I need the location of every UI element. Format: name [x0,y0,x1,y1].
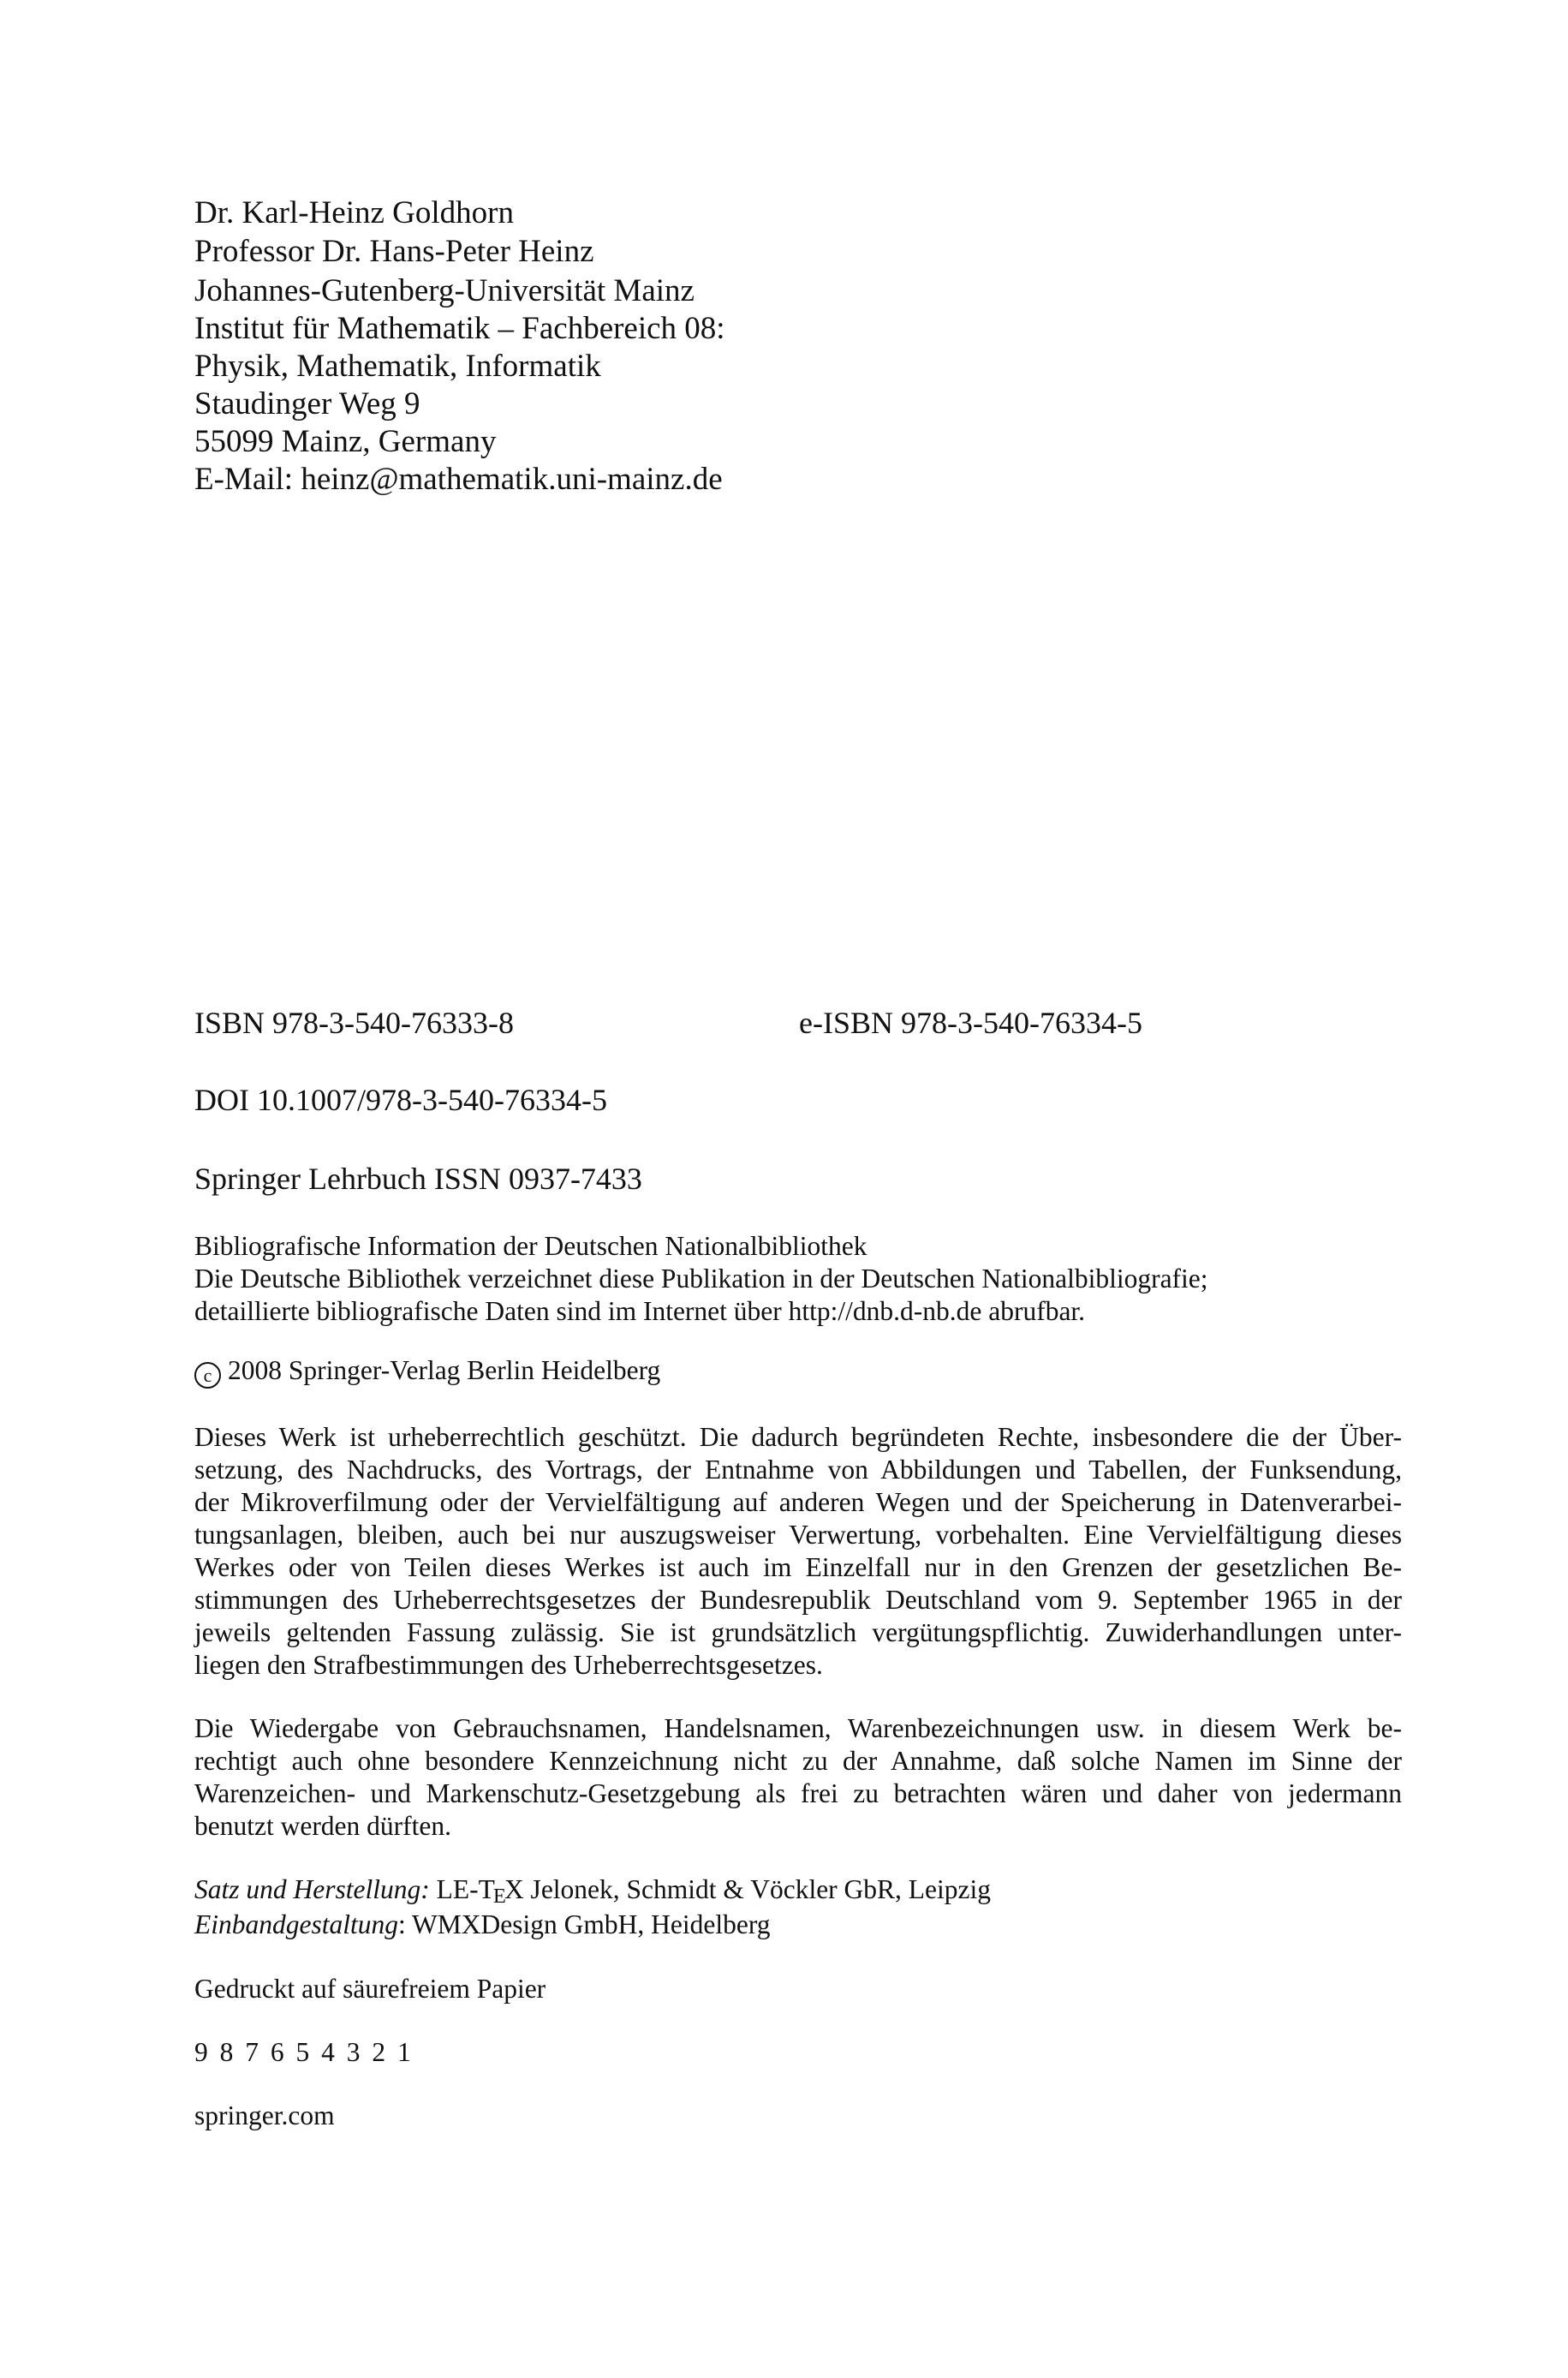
address-line: Johannes-Gutenberg-Universität Mainz [194,273,695,308]
paragraph-line: der Mikroverfilmung oder der Vervielfältigung auf anderen Wegen und der Speicherung in Datenverarbei- [194,1487,1402,1517]
publisher-website: springer.com [194,2100,335,2130]
paragraph-line: Warenzeichen- und Markenschutz-Gesetzgebung als frei zu betrachten wären und daher von jedermann [194,1778,1402,1808]
cover-label: Einbandgestaltung [194,1909,398,1939]
isbn: ISBN 978-3-540-76333-8 [194,1006,514,1040]
copyright-page [194,0,1402,2378]
paragraph-line: Die Wiedergabe von Gebrauchsnamen, Handelsnamen, Warenbezeichnungen usw. in diesem Werk be- [194,1713,1402,1743]
trademark-paragraph [194,1712,1402,1843]
author-name: Dr. Karl-Heinz Goldhorn [194,195,514,230]
paragraph-line: stimmungen des Urheberrechtsgesetzes der Bundesrepublik Deutschland vom 9. September 1965 in der [194,1585,1402,1615]
address-line: Institut für Mathematik – Fachbereich 08: [194,311,725,346]
rights-paragraph [194,1421,1402,1682]
email-line: E-Mail: heinz@mathematik.uni-mainz.de [194,462,723,497]
paragraph-line: rechtigt auch ohne besondere Kennzeichnung nicht zu der Annahme, daß solche Namen im Sinne der [194,1746,1402,1776]
address-line: Physik, Mathematik, Informatik [194,349,601,384]
production-credits [194,1873,991,1941]
biblio-line: Die Deutsche Bibliothek verzeichnet diese Publikation in der Deutschen Nationalbibliografie; [194,1264,1208,1294]
copyright-icon: c [194,1362,221,1389]
copyright-line [194,1354,660,1389]
paragraph-line: liegen den Strafbestimmungen des Urheberrechtsgesetzes. [194,1650,823,1680]
series-issn: Springer Lehrbuch ISSN 0937-7433 [194,1162,642,1196]
typesetting-value: X Jelonek, Schmidt & Vöckler GbR, Leipzig [504,1874,992,1904]
paragraph-line: Dieses Werk ist urheberrechtlich geschützt. Die dadurch begründeten Rechte, insbesondere die der Über- [194,1422,1402,1452]
biblio-line: detaillierte bibliografische Daten sind im Internet über http://dnb.d-nb.de abrufbar. [194,1296,1086,1326]
paragraph-line: tungsanlagen, bleiben, auch bei nur auszugsweiser Verwertung, vorbehalten. Eine Vervielfältigung dieses [194,1520,1402,1550]
cover-value: : WMXDesign GmbH, Heidelberg [398,1909,771,1939]
paragraph-line: setzung, des Nachdrucks, des Vortrags, der Entnahme von Abbildungen und Tabellen, der Funksendung, [194,1455,1402,1485]
address-line: Staudinger Weg 9 [194,386,420,421]
paper-note: Gedruckt auf säurefreiem Papier [194,1974,546,2004]
isbn-row [194,1004,1402,1042]
tex-e: E [492,1885,506,1909]
typesetting-credit [194,1873,991,1909]
author-name: Professor Dr. Hans-Peter Heinz [194,234,594,269]
address-line: 55099 Mainz, Germany [194,424,497,459]
copyright-text: 2008 Springer-Verlag Berlin Heidelberg [228,1355,661,1385]
typesetting-label: Satz und Herstellung: [194,1874,430,1904]
author-address [194,272,725,499]
tex-prefix: LE-T [436,1874,495,1904]
author-list [194,194,594,271]
e-isbn: e-ISBN 978-3-540-76334-5 [799,1006,1142,1040]
paragraph-line: jeweils geltenden Fassung zulässig. Sie ist grundsätzlich vergütungspflichtig. Zuwiderhandlungen unter- [194,1617,1402,1647]
doi: DOI 10.1007/978-3-540-76334-5 [194,1083,607,1117]
print-run-numbers: 9 8 7 6 5 4 3 2 1 [194,2037,414,2067]
paragraph-line: benutzt werden dürften. [194,1811,452,1841]
cover-credit [194,1909,991,1941]
biblio-line: Bibliografische Information der Deutschen Nationalbibliothek [194,1231,867,1261]
bibliographic-info [194,1230,1402,1328]
paragraph-line: Werkes oder von Teilen dieses Werkes ist auch im Einzelfall nur in den Grenzen der gesetzlichen Be- [194,1552,1402,1582]
